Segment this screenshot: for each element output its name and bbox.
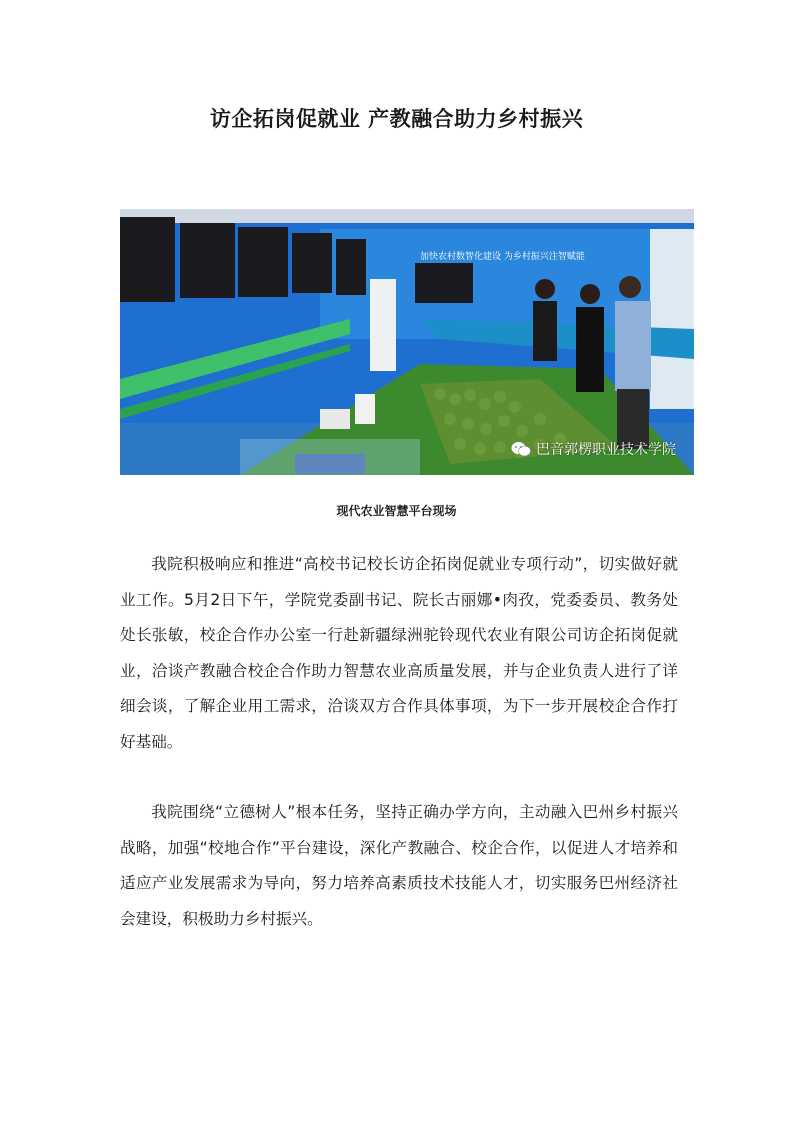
- photo-caption: 现代农业智慧平台现场: [336, 504, 457, 518]
- banner-text: 加快农村数智化建设 为乡村振兴注智赋能: [420, 252, 585, 262]
- article-photo: [120, 209, 694, 475]
- photo-illustration: [120, 209, 694, 475]
- photo-watermark: [511, 439, 676, 459]
- paragraph-1: 我院积极响应和推进“高校书记校长访企拓岗促就业专项行动”，切实做好就业工作。5月2日下午，学院党委副书记、院长古丽娜•肉孜，党委委员、教务处处长张敏，校企合作办公室一行赴新疆绿洲驼铃现代农业有限公司访企拓岗促就业，洽谈产教融合校企合作助力智慧农业高质量发展，并与企业负责人进行了详细会谈，了解企业用工需求，洽谈双方合作具体事项，为下一步开展校企合作打好基础。: [120, 555, 678, 751]
- wechat-icon: [511, 441, 531, 457]
- watermark-text: 巴音郭楞职业技术学院: [536, 442, 676, 458]
- page-title: 访企拓岗促就业 产教融合助力乡村振兴: [209, 107, 584, 131]
- paragraph-2: 我院围绕“立德树人”根本任务，坚持正确办学方向，主动融入巴州乡村振兴战略，加强“校地合作”平台建设，深化产教融合、校企合作，以促进人才培养和适应产业发展需求为导向，努力培养高素质技术技能人才，切实服务巴州经济社会建设，积极助力乡村振兴。: [120, 803, 678, 928]
